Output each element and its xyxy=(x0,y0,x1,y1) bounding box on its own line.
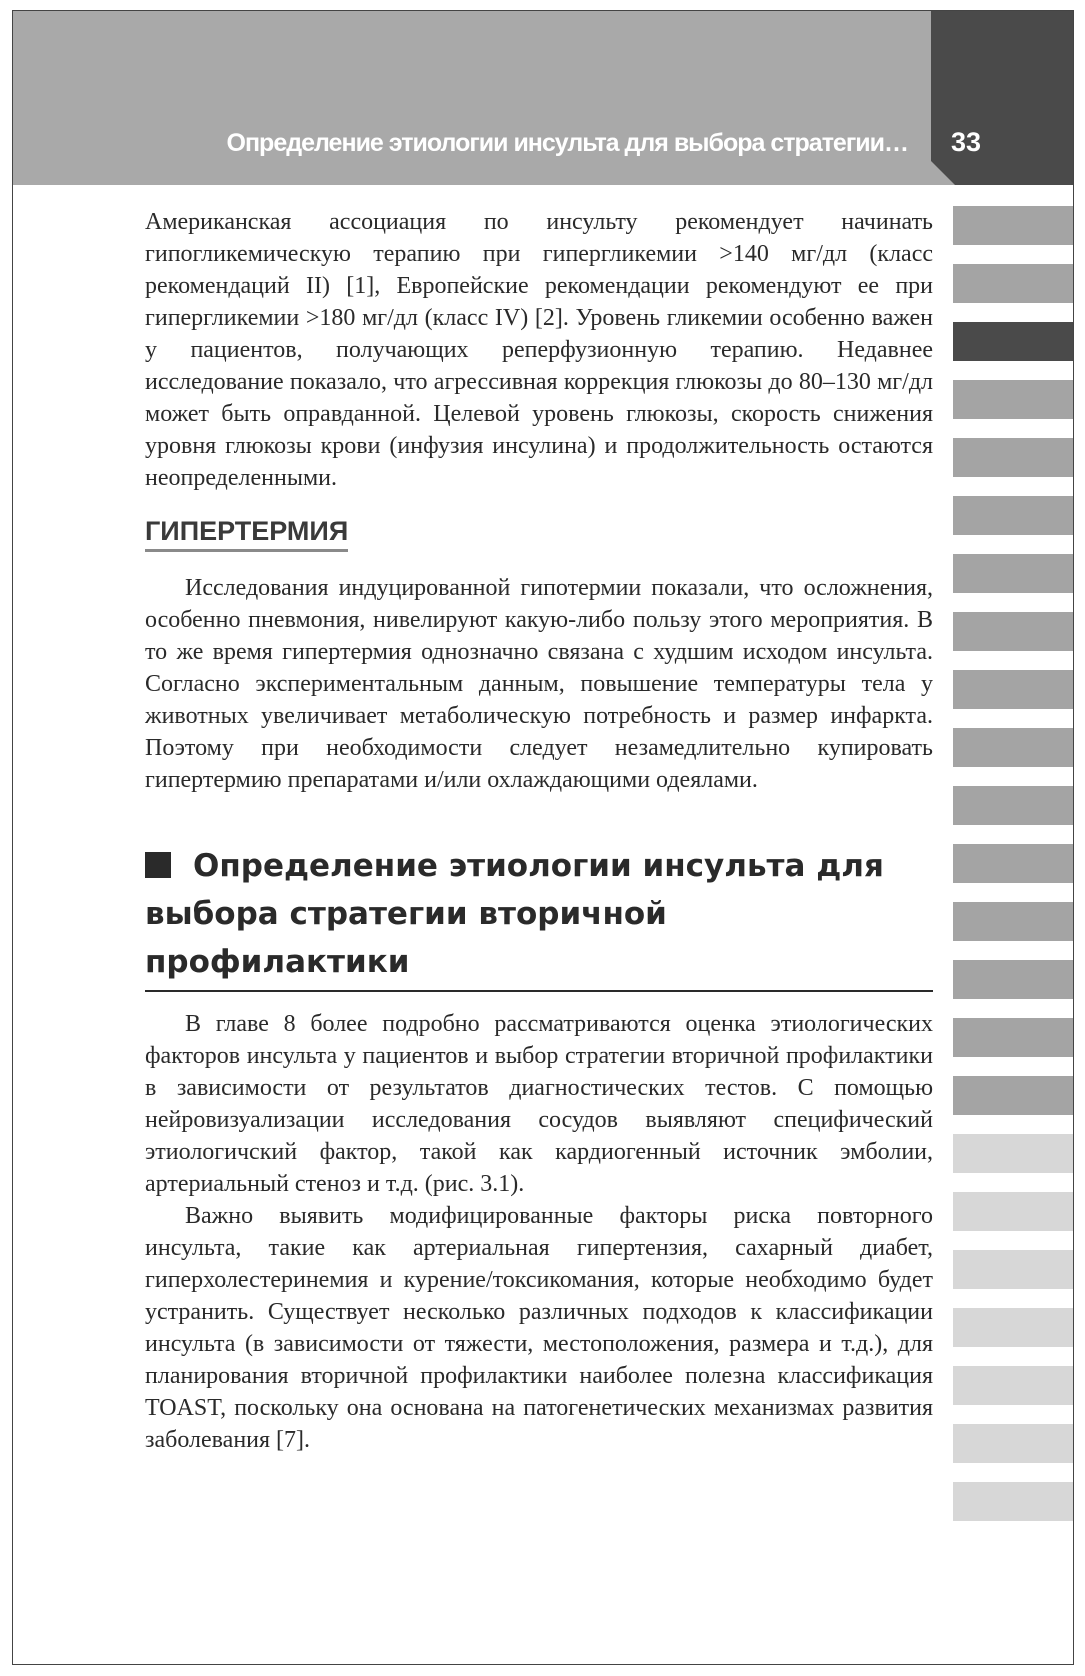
chapter-tab xyxy=(953,612,1074,651)
section-heading xyxy=(145,842,933,992)
chapter-tab xyxy=(953,670,1074,709)
chapter-tab xyxy=(953,1366,1074,1405)
chapter-tab xyxy=(953,728,1074,767)
page-content xyxy=(145,206,933,1456)
chapter-tab xyxy=(953,960,1074,999)
page-number: 33 xyxy=(951,127,982,157)
section-paragraph-1: В главе 8 более подробно рассматриваются оценка этиологических факторов инсульта у пациентов и выбор стратегии вторичной профилактики в зависимости от результатов диагностических тестов. С помощью нейровизуализации исследования сосудов выявляют специфический этиологичский фактор, такой как кардиогенный источник эмболии, артериальный стеноз и т.д. (рис. 3.1). xyxy=(145,1011,933,1197)
chapter-tab xyxy=(953,554,1074,593)
chapter-tab xyxy=(953,1482,1074,1521)
chapter-tab xyxy=(953,1134,1074,1173)
header-band xyxy=(13,11,931,185)
chapter-tab xyxy=(953,1018,1074,1057)
section-heading-text: Определение этиологии инсульта для выбора стратегии вторичной профилактики xyxy=(145,848,884,980)
chapter-tab xyxy=(953,264,1074,303)
book-page xyxy=(12,10,1074,1665)
chapter-tab xyxy=(953,206,1074,245)
chapter-tab xyxy=(953,902,1074,941)
chapter-tab xyxy=(953,786,1074,825)
page-number-tab xyxy=(931,11,1074,185)
chapter-tab xyxy=(953,380,1074,419)
chapter-tab xyxy=(953,1308,1074,1347)
chapter-tab xyxy=(953,496,1074,535)
square-bullet-icon xyxy=(145,852,171,878)
chapter-thumb-tabs xyxy=(953,206,1074,1540)
running-title: Определение этиологии инсульта для выбора стратегии… xyxy=(226,129,908,157)
chapter-tab xyxy=(953,1250,1074,1289)
chapter-tab xyxy=(953,844,1074,883)
chapter-tab xyxy=(953,1076,1074,1115)
intro-paragraph: Американская ассоциация по инсульту рекомендует начинать гипогликемическую терапию при гипергликемии >140 мг/дл (класс рекомендаций II) [1], Европейские рекомендации рекомендуют ее при гипергликемии >180 мг/дл (класс IV) [2]. Уровень гликемии особенно важен у пациентов, получающих реперфузионную терапию. Недавнее исследование показало, что агрессивная коррекция глюкозы до 80–130 мг/дл может быть оправданной. Целевой уровень глюкозы, скорость снижения уровня глюкозы крови (инфузия инсулина) и продолжительность остаются неопределенными. xyxy=(145,209,933,491)
chapter-tab xyxy=(953,1192,1074,1231)
chapter-tab xyxy=(953,322,1074,361)
hyperthermia-heading: ГИПЕРТЕРМИЯ xyxy=(145,516,348,552)
section-paragraph-2: Важно выявить модифицированные факторы риска повторного инсульта, такие как артериальная гипертензия, сахарный диабет, гиперхолестеринемия и курение/токсикомания, которые необходимо будет устранить. Существует несколько различных подходов к классификации инсульта (в зависимости от тяжести, местоположения, размера и т.д.), для планирования вторичной профилактики наиболее полезна классификация TOAST, поскольку она основана на патогенетических механизмах развития заболевания [7]. xyxy=(145,1203,933,1453)
chapter-tab xyxy=(953,1424,1074,1463)
hyperthermia-paragraph: Исследования индуцированной гипотермии показали, что осложнения, особенно пневмония, нивелируют какую-либо пользу этого мероприятия. В то же время гипертермия однозначно связана с худшим исходом инсульта. Согласно экспериментальным данным, повышение температуры тела у животных увеличивает метаболическую потребность и размер инфаркта. Поэтому при необходимости следует незамедлительно купировать гипертермию препаратами и/или охлаждающими одеялами. xyxy=(145,575,933,793)
chapter-tab xyxy=(953,438,1074,477)
header-notch xyxy=(931,161,955,185)
